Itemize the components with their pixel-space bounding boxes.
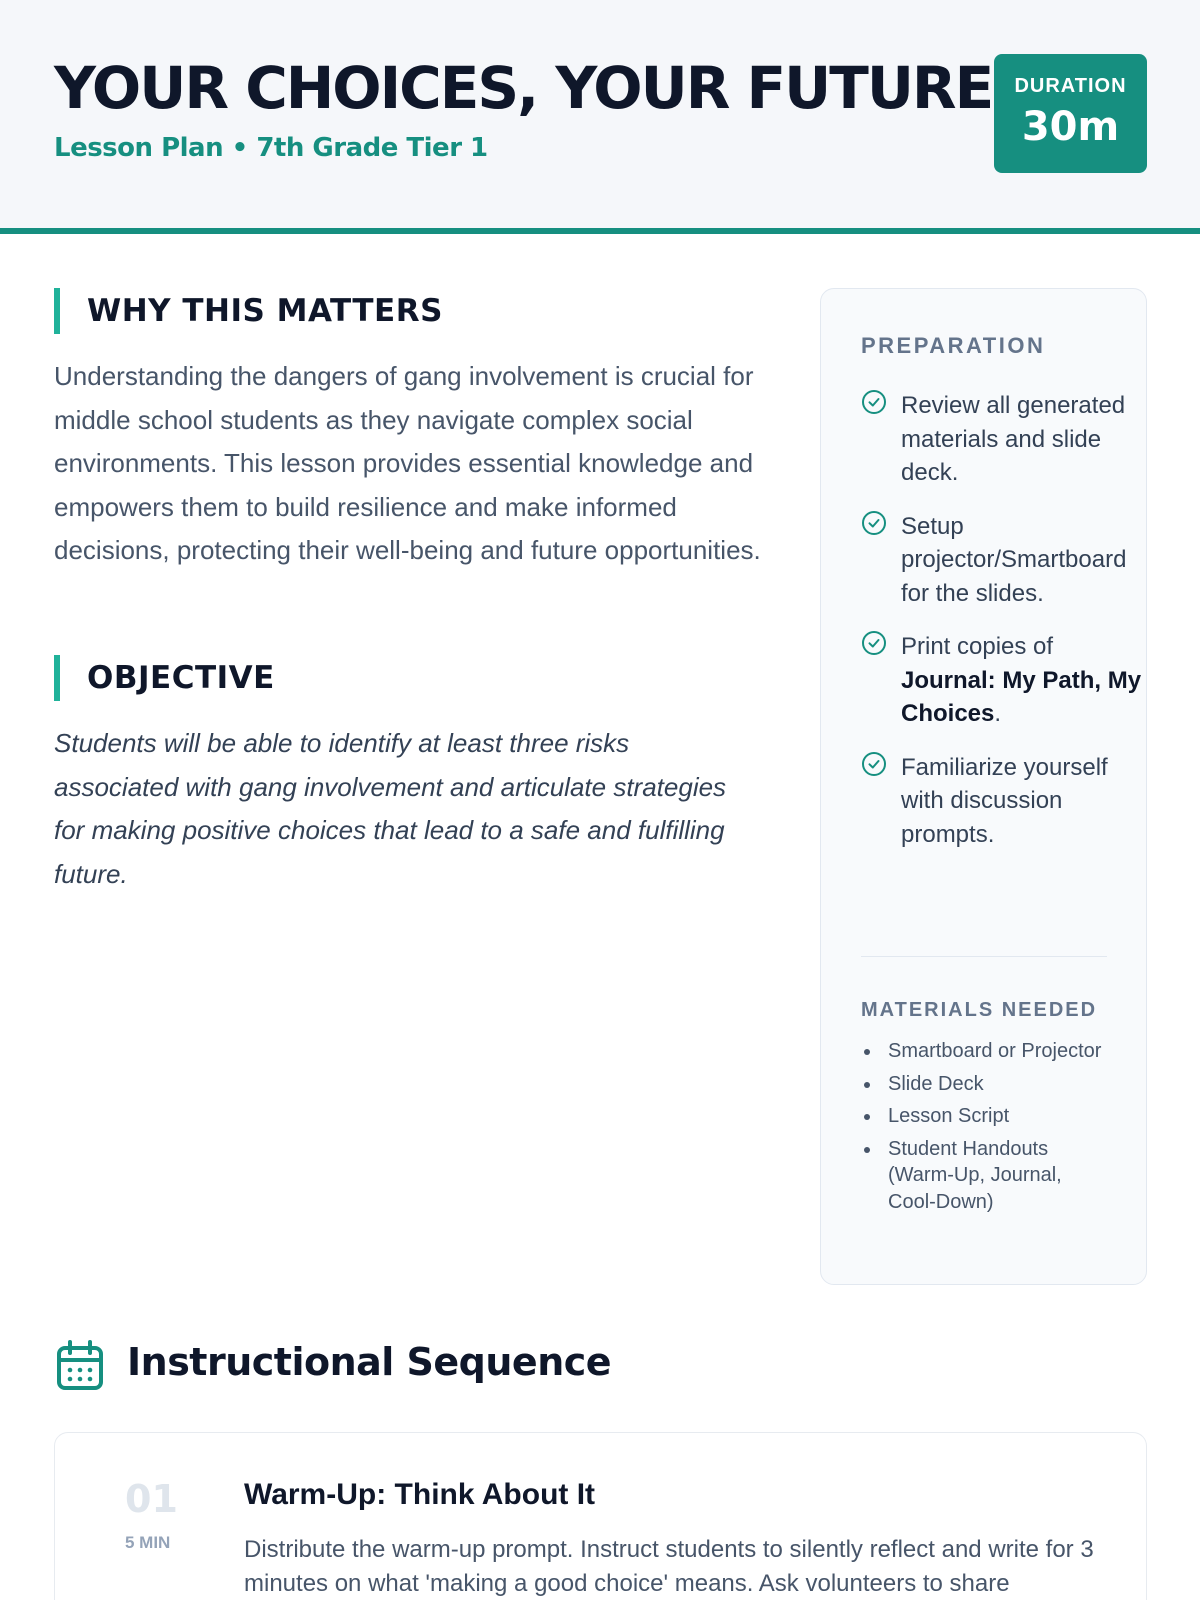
materials-title: MATERIALS NEEDED: [861, 999, 1098, 1021]
materials-item: Lesson Script: [861, 1103, 1111, 1130]
step-description: Distribute the warm-up prompt. Instruct students to silently reflect and write for 3 minutes on what 'making a good choice' means. Ask volunteers to share: [244, 1536, 1094, 1597]
sequence-title: Instructional Sequence: [127, 1340, 612, 1384]
preparation-item-prefix: Print copies of: [901, 633, 1054, 660]
materials-item: Slide Deck: [861, 1071, 1111, 1098]
check-circle-icon: [861, 389, 887, 415]
check-circle-icon: [861, 751, 887, 777]
preparation-item-suffix: .: [994, 700, 1002, 727]
preparation-item: [861, 510, 1151, 611]
preparation-title: PREPARATION: [861, 333, 1046, 358]
duration-label: DURATION: [1014, 75, 1127, 97]
materials-item: Smartboard or Projector: [861, 1038, 1111, 1065]
check-circle-icon: [861, 510, 887, 536]
preparation-item-text: Setup projector/Smartboard for the slides.: [901, 512, 1127, 607]
step-title: Warm-Up: Think About It: [244, 1478, 596, 1511]
preparation-item-text: Familiarize yourself with discussion prompts.: [901, 753, 1108, 848]
why-body: Understanding the dangers of gang involvement is crucial for middle school students as they navigate complex social environments. This lesson provides essential knowledge and empowers them to build resilience and make informed decisions, protecting their well-being and future opportunities.: [54, 361, 761, 565]
step-duration: 5 MIN: [125, 1533, 171, 1552]
check-circle-icon: [861, 630, 887, 656]
duration-badge: [994, 54, 1147, 173]
preparation-item-text: [901, 630, 1151, 731]
preparation-item: [861, 751, 1151, 852]
step-number: 01: [125, 1477, 178, 1521]
calendar-icon: [56, 1340, 104, 1391]
preparation-item: [861, 630, 1151, 731]
materials-list: [861, 1038, 1111, 1221]
preparation-item-text: Review all generated materials and slide deck.: [901, 392, 1126, 486]
duration-value: 30m: [1021, 104, 1120, 150]
preparation-item: [861, 389, 1151, 490]
preparation-divider: [861, 956, 1107, 957]
lesson-subtitle: Lesson Plan • 7th Grade Tier 1: [54, 133, 488, 163]
sequence-step-card: [54, 1432, 1147, 1600]
lesson-title: YOUR CHOICES, YOUR FUTURE: [54, 54, 993, 122]
journal-name: Journal: My Path, My Choices: [901, 666, 1142, 727]
objective-heading: OBJECTIVE: [54, 655, 275, 701]
preparation-list: [861, 389, 1151, 871]
materials-item: Student Handouts (Warm-Up, Journal, Cool-Down): [861, 1136, 1111, 1216]
page-header: [0, 0, 1200, 234]
preparation-card: [820, 288, 1147, 1285]
objective-body: Students will be able to identify at least three risks associated with gang involvement and articulate strategies for making positive choices that lead to a safe and fulfilling future.: [54, 728, 727, 889]
why-heading: WHY THIS MATTERS: [54, 288, 443, 334]
